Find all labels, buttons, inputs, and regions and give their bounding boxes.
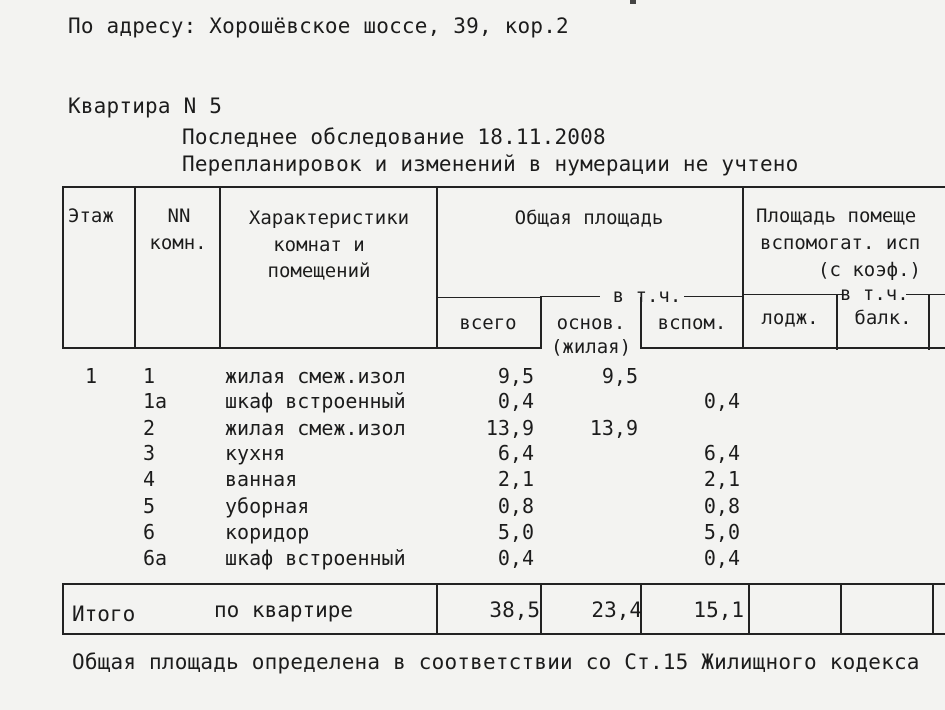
row-total: 9,5 bbox=[497, 364, 534, 388]
header-aux: вспом. bbox=[657, 312, 727, 334]
header-aux-area-3: (с коэф.) bbox=[818, 259, 921, 281]
table-row bbox=[0, 520, 945, 546]
table-row bbox=[0, 546, 945, 572]
row-num: 4 bbox=[143, 467, 156, 491]
row-aux: 6,4 bbox=[703, 441, 740, 465]
row-total: 2,1 bbox=[497, 467, 534, 491]
row-aux: 5,0 bbox=[703, 520, 740, 544]
totals-total: 38,5 bbox=[489, 598, 540, 622]
row-aux: 2,1 bbox=[703, 467, 740, 491]
address-line: По адресу: Хорошёвское шоссе, 39, кор.2 bbox=[68, 14, 569, 38]
row-aux: 0,8 bbox=[703, 494, 740, 518]
row-num: 6 bbox=[143, 520, 156, 544]
row-desc: шкаф встроенный bbox=[225, 389, 406, 413]
last-survey: Последнее обследование 18.11.2008 bbox=[182, 125, 606, 149]
table-row bbox=[0, 416, 945, 442]
row-num: 1а bbox=[143, 389, 168, 413]
row-num: 5 bbox=[143, 494, 156, 518]
header-including: в т.ч. bbox=[612, 285, 682, 307]
totals-scope: по квартире bbox=[214, 598, 354, 622]
row-desc: кухня bbox=[225, 441, 286, 465]
header-aux-area-2: вспомогат. исп bbox=[760, 232, 921, 254]
header-total-area: Общая площадь bbox=[514, 207, 664, 229]
apartment-title: Квартира N 5 bbox=[68, 94, 223, 118]
row-desc: жилая смеж.изол bbox=[225, 416, 406, 440]
header-desc-2: комнат и bbox=[273, 234, 365, 256]
paper-mark bbox=[630, 0, 636, 4]
row-num: 1 bbox=[143, 364, 156, 388]
header-room-nums-2: комн. bbox=[149, 232, 207, 254]
row-num: 3 bbox=[143, 441, 156, 465]
row-total: 0,8 bbox=[497, 494, 534, 518]
row-total: 5,0 bbox=[497, 520, 534, 544]
row-total: 0,4 bbox=[497, 546, 534, 570]
row-aux: 0,4 bbox=[703, 389, 740, 413]
header-floor: Этаж bbox=[68, 205, 114, 227]
table-row bbox=[0, 364, 945, 390]
row-total: 13,9 bbox=[485, 416, 534, 440]
header-main: основ. bbox=[556, 312, 626, 334]
replanning-note: Перепланировок и изменений в нумерации не учтено bbox=[182, 152, 799, 176]
header-loggia: лодж. bbox=[761, 307, 819, 329]
totals-label: Итого bbox=[72, 602, 136, 626]
totals-main: 23,4 bbox=[591, 598, 642, 622]
header-including-2: в т.ч. bbox=[840, 283, 909, 305]
row-floor: 1 bbox=[85, 364, 98, 388]
header-living: (жилая) bbox=[542, 335, 640, 360]
row-desc: уборная bbox=[225, 494, 310, 518]
row-main: 13,9 bbox=[589, 416, 638, 440]
row-num: 6а bbox=[143, 546, 168, 570]
table-row bbox=[0, 441, 945, 467]
header-desc-1: Характеристики bbox=[248, 207, 410, 229]
table-header bbox=[62, 186, 945, 358]
row-total: 0,4 bbox=[497, 389, 534, 413]
totals-row bbox=[62, 583, 945, 635]
table-row bbox=[0, 467, 945, 493]
table-row bbox=[0, 494, 945, 520]
row-desc: коридор bbox=[225, 520, 310, 544]
header-room-nums-1: NN bbox=[167, 205, 191, 227]
row-total: 6,4 bbox=[497, 441, 534, 465]
totals-aux: 15,1 bbox=[693, 598, 744, 622]
row-desc: жилая смеж.изол bbox=[225, 364, 406, 388]
header-desc-3: помещений bbox=[267, 260, 371, 282]
header-total: всего bbox=[459, 312, 517, 334]
row-desc: ванная bbox=[225, 467, 298, 491]
row-aux: 0,4 bbox=[703, 546, 740, 570]
row-desc: шкаф встроенный bbox=[225, 546, 406, 570]
header-balcony: балк. bbox=[854, 307, 912, 329]
row-main: 9,5 bbox=[601, 364, 638, 388]
row-num: 2 bbox=[143, 416, 156, 440]
header-aux-area-1: Площадь помеще bbox=[756, 205, 917, 227]
footer-note: Общая площадь определена в соответствии со Ст.15 Жилищного кодекса bbox=[72, 650, 920, 674]
table-row bbox=[0, 389, 945, 415]
